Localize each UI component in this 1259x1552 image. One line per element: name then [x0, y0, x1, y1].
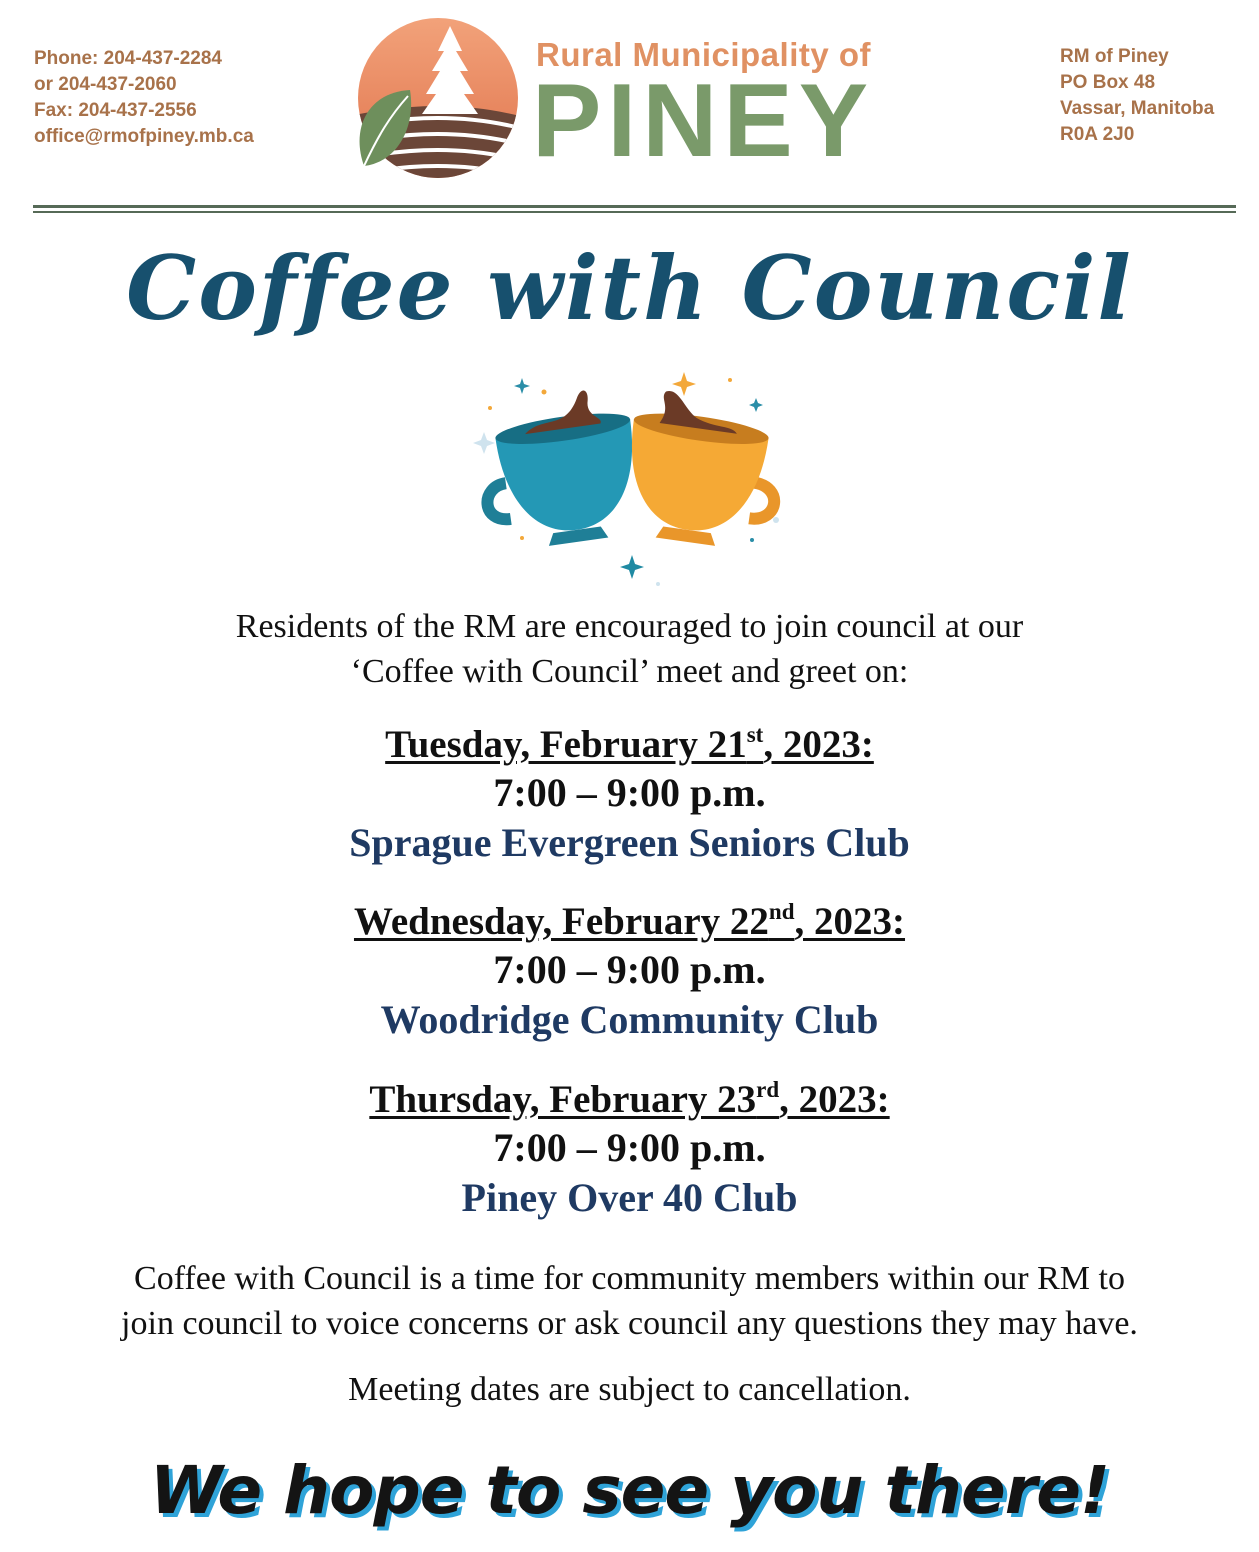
header-divider-thin: [33, 211, 1236, 213]
date-ordinal: rd: [756, 1077, 780, 1102]
logo-subtitle: Rural Municipality of: [536, 36, 872, 73]
email-address: office@rmofpiney.mb.ca: [34, 126, 254, 147]
closing-line-2: join council to voice concerns or ask council any questions they may have.: [121, 1305, 1138, 1342]
event-venue: Piney Over 40 Club: [461, 1175, 798, 1220]
coffee-cups-icon: [462, 370, 802, 590]
logo-title: PINEY: [532, 63, 875, 179]
event-wednesday: [0, 899, 1259, 1045]
date-ordinal: nd: [768, 899, 795, 924]
page-title: Coffee with Council: [126, 236, 1133, 340]
closing-line-1: Coffee with Council is a time for community members within our RM to: [134, 1260, 1125, 1297]
address-line-1: RM of Piney: [1060, 46, 1169, 67]
address-line-2: PO Box 48: [1060, 72, 1156, 93]
header-divider: [33, 205, 1236, 208]
piney-logo-emblem-icon: [350, 16, 520, 186]
closing-text: [0, 1256, 1259, 1346]
event-venue: Woodridge Community Club: [380, 997, 879, 1042]
intro-line-1: Residents of the RM are encouraged to join council at our: [235, 608, 1024, 645]
contact-info-right: [1060, 44, 1214, 148]
address-line-4: R0A 2J0: [1060, 124, 1135, 145]
event-venue: Sprague Evergreen Seniors Club: [349, 820, 910, 865]
event-time: 7:00 – 9:00 p.m.: [493, 1125, 766, 1170]
footer-slogan: We hope to see you there!: [149, 1452, 1110, 1529]
event-time: 7:00 – 9:00 p.m.: [493, 947, 766, 992]
event-time: 7:00 – 9:00 p.m.: [493, 770, 766, 815]
event-date-year: , 2023:: [779, 1078, 890, 1121]
date-ordinal: st: [746, 722, 764, 747]
cancellation-note: Meeting dates are subject to cancellation.: [348, 1371, 911, 1408]
fax-number: Fax: 204-437-2556: [34, 100, 197, 121]
address-line-3: Vassar, Manitoba: [1060, 98, 1215, 119]
event-date: [0, 722, 1259, 768]
event-date-text: Tuesday, February 21: [385, 723, 747, 766]
event-date-text: Thursday, February 23: [369, 1078, 757, 1121]
phone-primary: Phone: 204-437-2284: [34, 48, 222, 69]
event-date-year: , 2023:: [763, 723, 874, 766]
intro-line-2: ‘Coffee with Council’ meet and greet on:: [350, 653, 909, 690]
phone-secondary: or 204-437-2060: [34, 74, 177, 95]
event-date: [0, 1077, 1259, 1123]
event-date: [0, 899, 1259, 945]
event-date-text: Wednesday, February 22: [353, 900, 769, 943]
contact-info-left: [34, 46, 254, 150]
event-tuesday: [0, 722, 1259, 868]
intro-text: [0, 604, 1259, 694]
event-thursday: [0, 1077, 1259, 1223]
event-date-year: , 2023:: [794, 900, 906, 943]
